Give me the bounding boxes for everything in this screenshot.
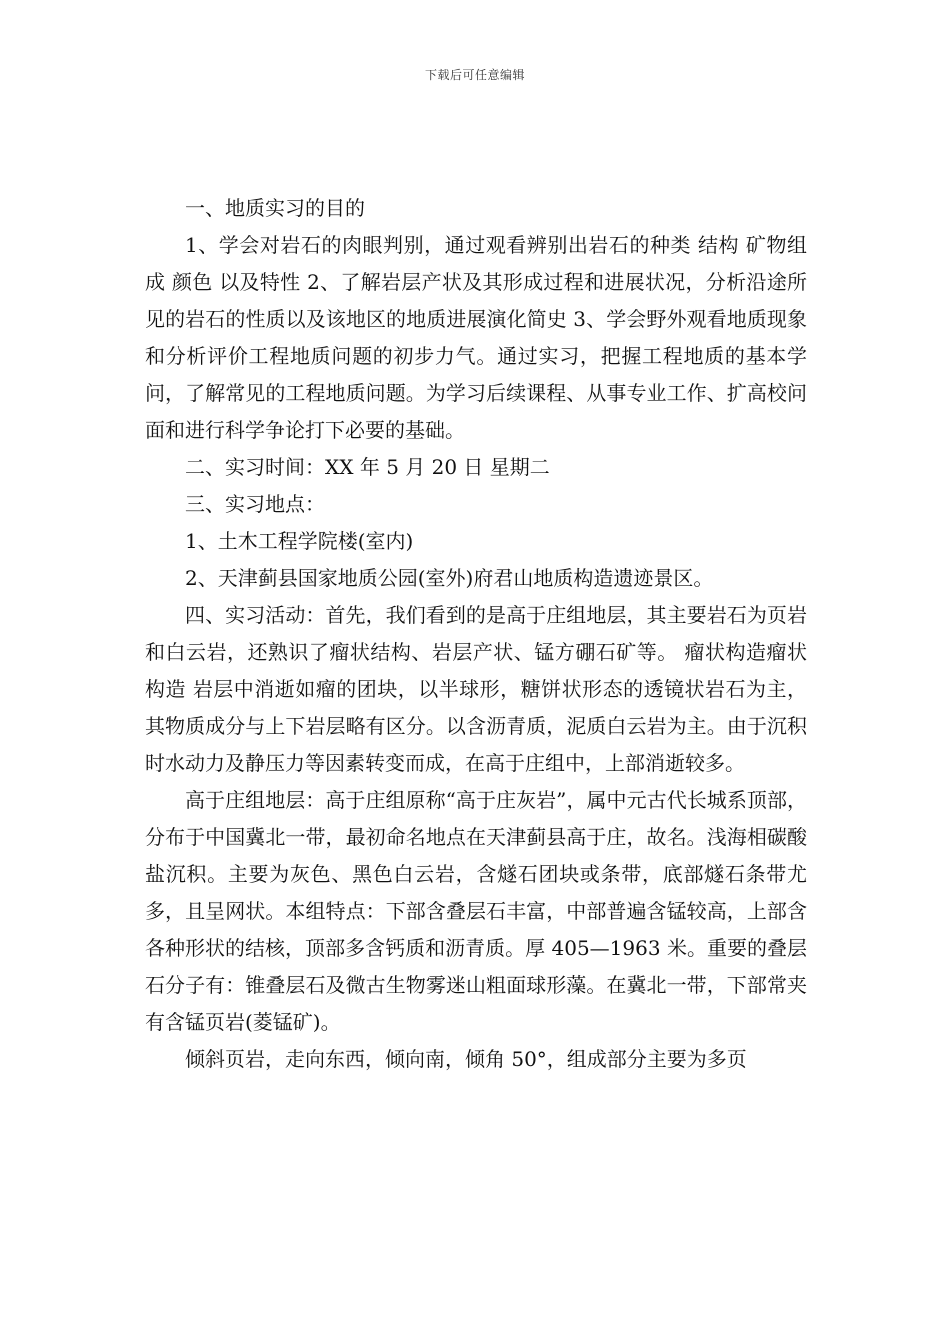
- section-heading-time: 二、实习时间：XX 年 5 月 20 日 星期二: [185, 455, 550, 479]
- location-item-outdoor: 2、天津蓟县国家地质公园(室外)府君山地质构造遗迹景区。: [185, 566, 714, 590]
- paragraph-purpose-details: 1、学会对岩石的肉眼判别，通过观看辨别出岩石的种类 结构 矿物组成 颜色 以及特性 2、了解岩层产状及其形成过程和进展状况，分析沿途所见的岩石的性质以及该地区的地质进展演化简史 3、学会野外观看地质现象和分析评价工程地质问题的初步力气。通过实习，把握工程地质的基本学问，了解常见的工程地质问题。为学习后续课程、从事专业工作、扩高校问面和进行科学争论打下必要的基础。: [145, 233, 807, 442]
- location-item-indoor: 1、土木工程学院楼(室内): [185, 529, 414, 553]
- section-heading-purpose: 一、地质实习的目的: [185, 196, 365, 220]
- paragraph-activities: 四、实习活动：首先，我们看到的是高于庄组地层，其主要岩石为页岩和白云岩，还熟识了瘤状结构、岩层产状、锰方硼石矿等。 瘤状构造瘤状构造 岩层中消逝如瘤的团块，以半球形，糖饼状形态的透镜状岩石为主，其物质成分与上下岩层略有区分。以含沥青质，泥质白云岩为主。由于沉积时水动力及静压力等因素转变而成，在高于庄组中，上部消逝较多。: [145, 603, 807, 775]
- section-heading-location: 三、实习地点：: [185, 492, 325, 516]
- document-body: [145, 190, 807, 1078]
- paragraph-gaoyuzhuang-formation: 高于庄组地层：高于庄组原称“高于庄灰岩”，属中元古代长城系顶部，分布于中国冀北一带，最初命名地点在天津蓟县高于庄，故名。浅海相碳酸盐沉积。主要为灰色、黑色白云岩，含燧石团块或条带，底部燧石条带尤多，且呈网状。本组特点：下部含叠层石丰富，中部普遍含锰较高，上部含各种形状的结核，顶部多含钙质和沥青质。厚 405—1963 米。重要的叠层石分子有：锥叠层石及微古生物雾迷山粗面球形藻。在冀北一带，下部常夹有含锰页岩(菱锰矿)。: [145, 788, 807, 1034]
- paragraph-inclined-shale: 倾斜页岩，走向东西，倾向南，倾角 50°，组成部分主要为多页: [185, 1047, 747, 1071]
- page-header: 下载后可任意编辑: [424, 68, 525, 82]
